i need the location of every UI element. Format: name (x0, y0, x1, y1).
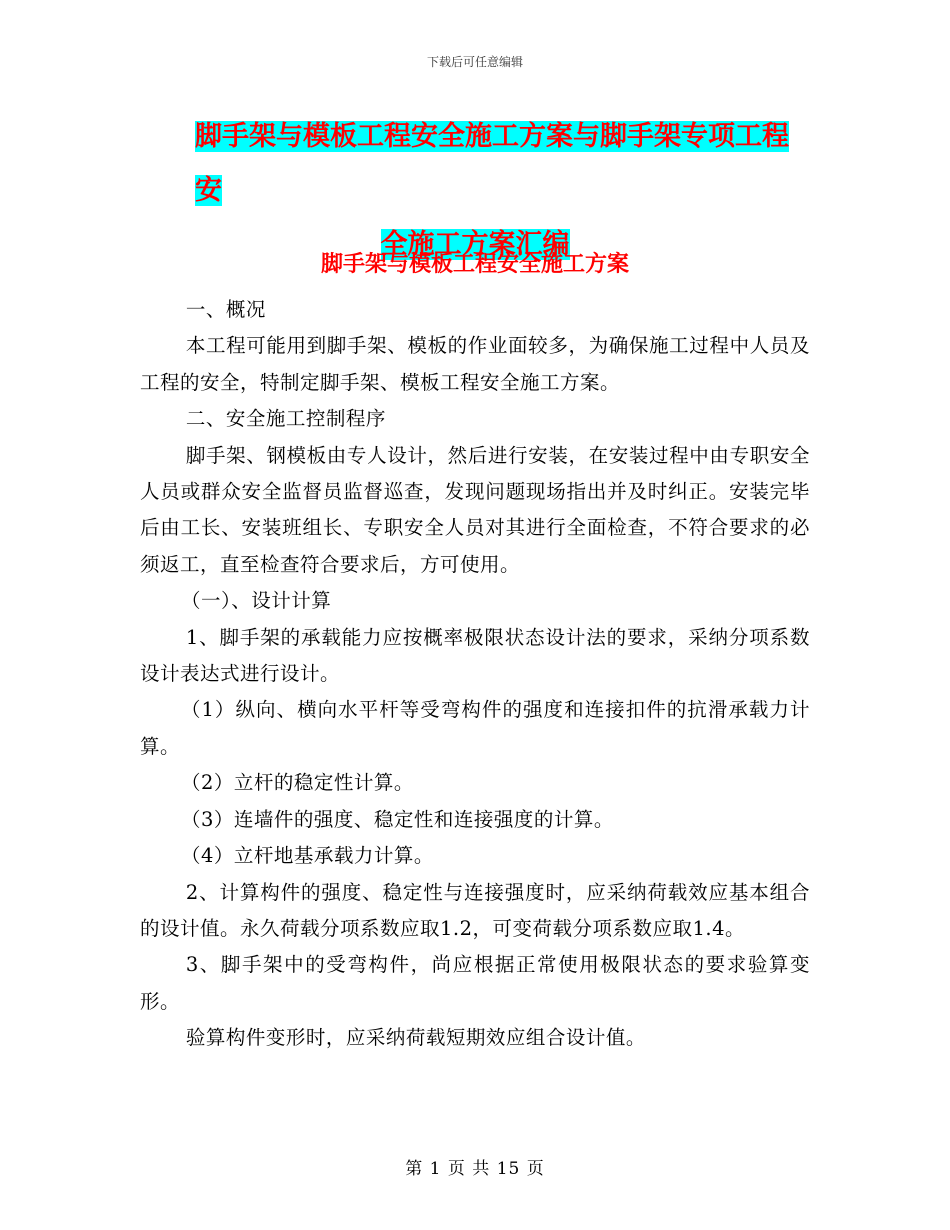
paragraph-subitem-2: （2）立杆的稳定性计算。 (180, 771, 414, 795)
paragraph-subitem-1: （1）纵向、横向水平杆等受弯构件的强度和连接扣件的抗滑承载力计算。 (140, 698, 810, 758)
title-highlight-2: 全施工方案汇编 (380, 229, 570, 260)
paragraph-item-2: 2、计算构件的强度、稳定性与连接强度时，应采纳荷载效应基本组合的设计值。永久荷载分项系数应取1.2，可变荷载分项系数应取1.4。 (140, 880, 810, 940)
document-body (140, 292, 810, 1057)
title-highlight-1: 脚手架与模板工程安全施工方案与脚手架专项工程安 (195, 121, 789, 206)
paragraph-control-procedure: 脚手架、钢模板由专人设计，然后进行安装，在安装过程中由专职安全人员或群众安全监督员监督巡查，发现问题现场指出并及时纠正。安装完毕后由工长、安装班组长、专职安全人员对其进行全面检查，不符合要求的必须返工，直至检查符合要求后，方可使用。 (140, 443, 810, 576)
heading-design-calc: （一）、设计计算 (180, 589, 332, 613)
heading-control-procedure: 二、安全施工控制程序 (185, 407, 386, 431)
page-number: 第 1 页 共 15 页 (405, 1159, 545, 1179)
paragraph-subitem-4: （4）立杆地基承载力计算。 (180, 844, 434, 868)
heading-overview: 一、概况 (185, 298, 266, 321)
paragraph-item-1: 1、脚手架的承载能力应按概率极限状态设计法的要求，采纳分项系数设计表达式进行设计。 (140, 625, 810, 686)
paragraph-overview: 本工程可能用到脚手架、模板的作业面较多，为确保施工过程中人员及工程的安全，特制定脚手架、模板工程安全施工方案。 (140, 334, 810, 394)
paragraph-deformation: 验算构件变形时，应采纳荷载短期效应组合设计值。 (185, 1026, 646, 1050)
header-note: 下载后可任意编辑 (426, 55, 523, 69)
section-title: 脚手架与模板工程安全施工方案 (320, 252, 629, 277)
paragraph-item-3: 3、脚手架中的受弯构件，尚应根据正常使用极限状态的要求验算变形。 (140, 953, 810, 1013)
document-title-line-1 (140, 110, 810, 218)
paragraph-subitem-3: （3）连墙件的强度、稳定性和连接强度的计算。 (180, 807, 614, 831)
